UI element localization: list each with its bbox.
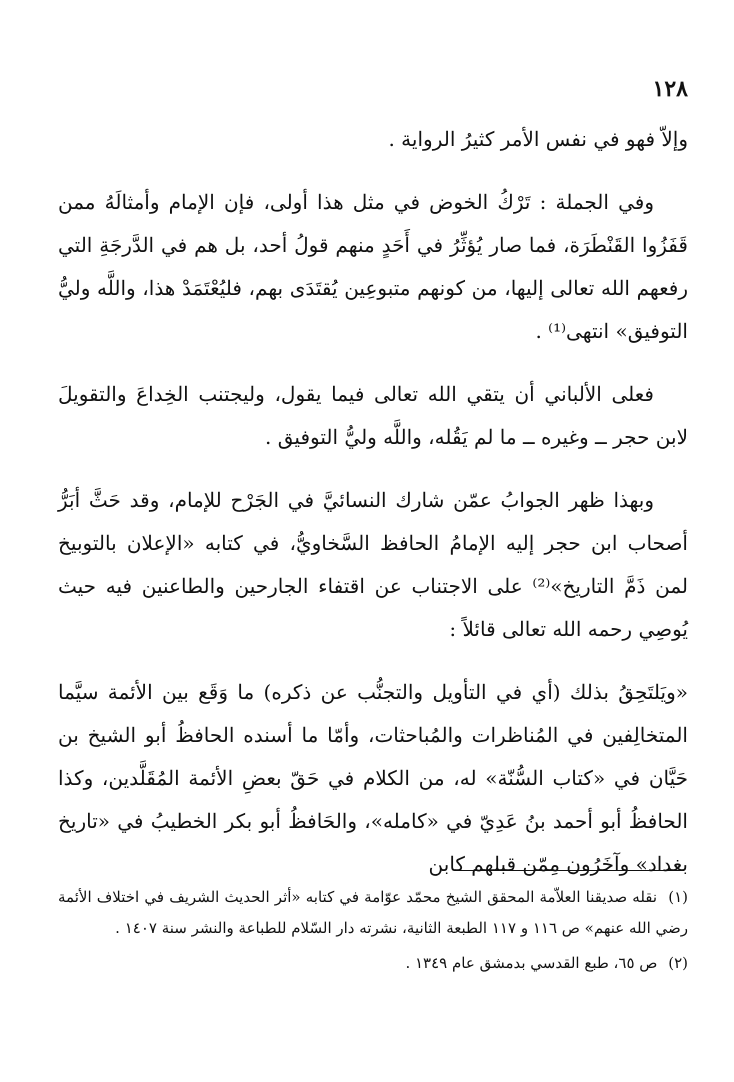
paragraph-albani: فعلى الألباني أن يتقي الله تعالى فيما يقول، وليجتنب الخِداعَ والتقويلَ لابن حجر ــ وغيره ــ ما لم يَقُله، واللَّه وليُّ التوفيق . [58, 382, 688, 449]
footnotes [58, 882, 688, 983]
footnote-text: ص ٦٥، طبع القدسي بدمشق عام ١٣٤٩ . [405, 954, 658, 972]
footnote [58, 948, 688, 979]
paragraph-sakhawi: وبهذا ظهر الجوابُ عمّن شارك النسائيَّ في الجَرْح للإمام، وقد حَثَّ أبَرُّ أصحاب ابن حجر إليه الإمامُ الحافظ السَّخاويُّ، في كتابه «الإعلان بالتوبيخ لمن ذَمَّ التاريخ»⁽²⁾ على الاجتناب عن اقتفاء الجارحين والطاعنين فيه حيث يُوصِي رحمه الله تعالى قائلاً : [58, 488, 688, 641]
footnote-number: (١) [668, 888, 688, 906]
footnote [58, 882, 688, 944]
footnote-separator [456, 870, 684, 871]
paragraph-quote: «ويَلتَحِقُ بذلك (أي في التأويل والتجنُّب عن ذكره) ما وَقَع بين الأئمة سيَّما المتخالِفين في المُناظرات والمُباحثات، وأمّا ما أسنده الحافظُ أبو الشيخ بن حَيَّان في «كتاب السُّنّة» له، من الكلام في حَقّ بعضِ الأئمة المُقَلَّدين، وكذا الحافظُ أبو أحمد بنُ عَدِيّ في «كامله»، والحَافظُ أبو بكر الخطيبُ في «تاريخ بغداد» وآخَرُون مِمّن قبلهم كابن [58, 680, 688, 876]
main-text [58, 118, 688, 906]
footnote-number: (٢) [668, 954, 688, 972]
paragraph-continuation: وإلاّ فهو في نفس الأمر كثيرُ الرواية . [388, 127, 688, 151]
footnote-text: نقله صديقنا العلاّمة المحقق الشيخ محمّد عوّامة في كتابه «أثر الحديث الشريف في اختلاف الأئمة رضي الله عنهم» ص ١١٦ و ١١٧ الطبعة الثانية، نشرته دار السّلام للطباعة والنشر سنة ١٤٠٧ . [58, 888, 688, 937]
page-number: ١٢٨ [652, 76, 688, 102]
paragraph-summary: وفي الجملة : تَرْكُ الخوض في مثل هذا أولى، فإن الإمام وأمثالَهُ ممن قَفَزُوا القَنْطَرَة، فما صار يُؤثِّرُ في أَحَدٍ منهم قولُ أحد، بل هم في الدَّرجَةِ التي رفعهم الله تعالى إليها، من كونهم متبوعِين يُقتَدَى بهم، فليُعْتَمَدْ هذا، واللَّه وليُّ التوفيق» انتهى⁽¹⁾ . [58, 190, 688, 343]
